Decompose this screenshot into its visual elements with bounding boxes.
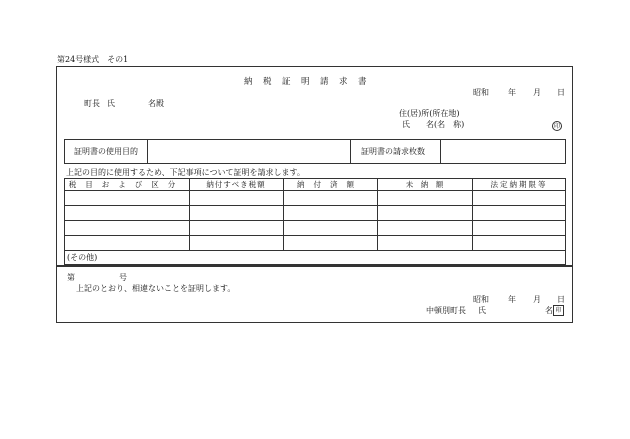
issue-date-month: 月 [533,295,541,304]
table-row-divider-4 [64,250,566,251]
issuer-mei: 名 [545,306,553,315]
issuer-seal: 印 [553,305,564,316]
table-header-amount-due: 納付すべき税額 [206,180,266,189]
purpose-label-divider [147,139,148,164]
request-date-month: 月 [533,88,541,97]
applicant-name-label: 氏 名(名 称) [402,120,465,129]
applicant-address-label: 住(居)所(所在地) [399,109,460,118]
addressee-shi: 氏 [107,99,115,108]
cert-sentence: 上記のとおり、相違ないことを証明します。 [76,284,236,293]
issue-date-era: 昭和 [473,295,489,304]
table-col-divider-2 [283,178,284,251]
applicant-seal: 印 [553,123,560,130]
cert-no-dai: 第 [67,273,75,282]
issuer-title: 中頓別町長 [426,306,466,315]
form-title: 納 税 証 明 請 求 書 [244,77,368,87]
table-col-divider-3 [377,178,378,251]
request-sentence: 上記の目的に使用するため、下記事項について証明を請求します。 [66,168,305,177]
form-number: 第24号様式 その1 [57,55,129,64]
request-date-era: 昭和 [473,88,489,97]
table-col-divider-1 [189,178,190,251]
purpose-box [64,139,566,164]
tax-table [64,178,566,265]
purpose-label: 証明書の使用目的 [74,147,138,156]
issue-date-day: 日 [557,295,565,304]
table-row-divider-2 [64,220,566,221]
request-date-year: 年 [508,88,516,97]
table-header-tax-item: 税目および区分 [68,180,185,189]
table-row-divider-3 [64,235,566,236]
table-header-divider [64,190,566,191]
addressee-town: 町長 [84,99,100,108]
addressee-dono: 名殿 [148,99,164,108]
table-header-due-date: 法定納期限等 [490,180,548,189]
table-row-divider-1 [64,205,566,206]
other-label: (その他) [67,253,98,262]
table-col-divider-4 [472,178,473,251]
cert-no-go: 号 [119,273,127,282]
request-date-day: 日 [557,88,565,97]
issue-date-year: 年 [508,295,516,304]
copies-label-divider [440,139,441,164]
copies-label: 証明書の請求枚数 [361,147,425,156]
certificate-separator [56,265,573,267]
purpose-value-divider [350,139,351,164]
table-header-amount-paid: 納付済額 [297,180,363,189]
issuer-shi: 氏 [478,306,486,315]
table-header-unpaid: 未 納 額 [405,180,444,189]
